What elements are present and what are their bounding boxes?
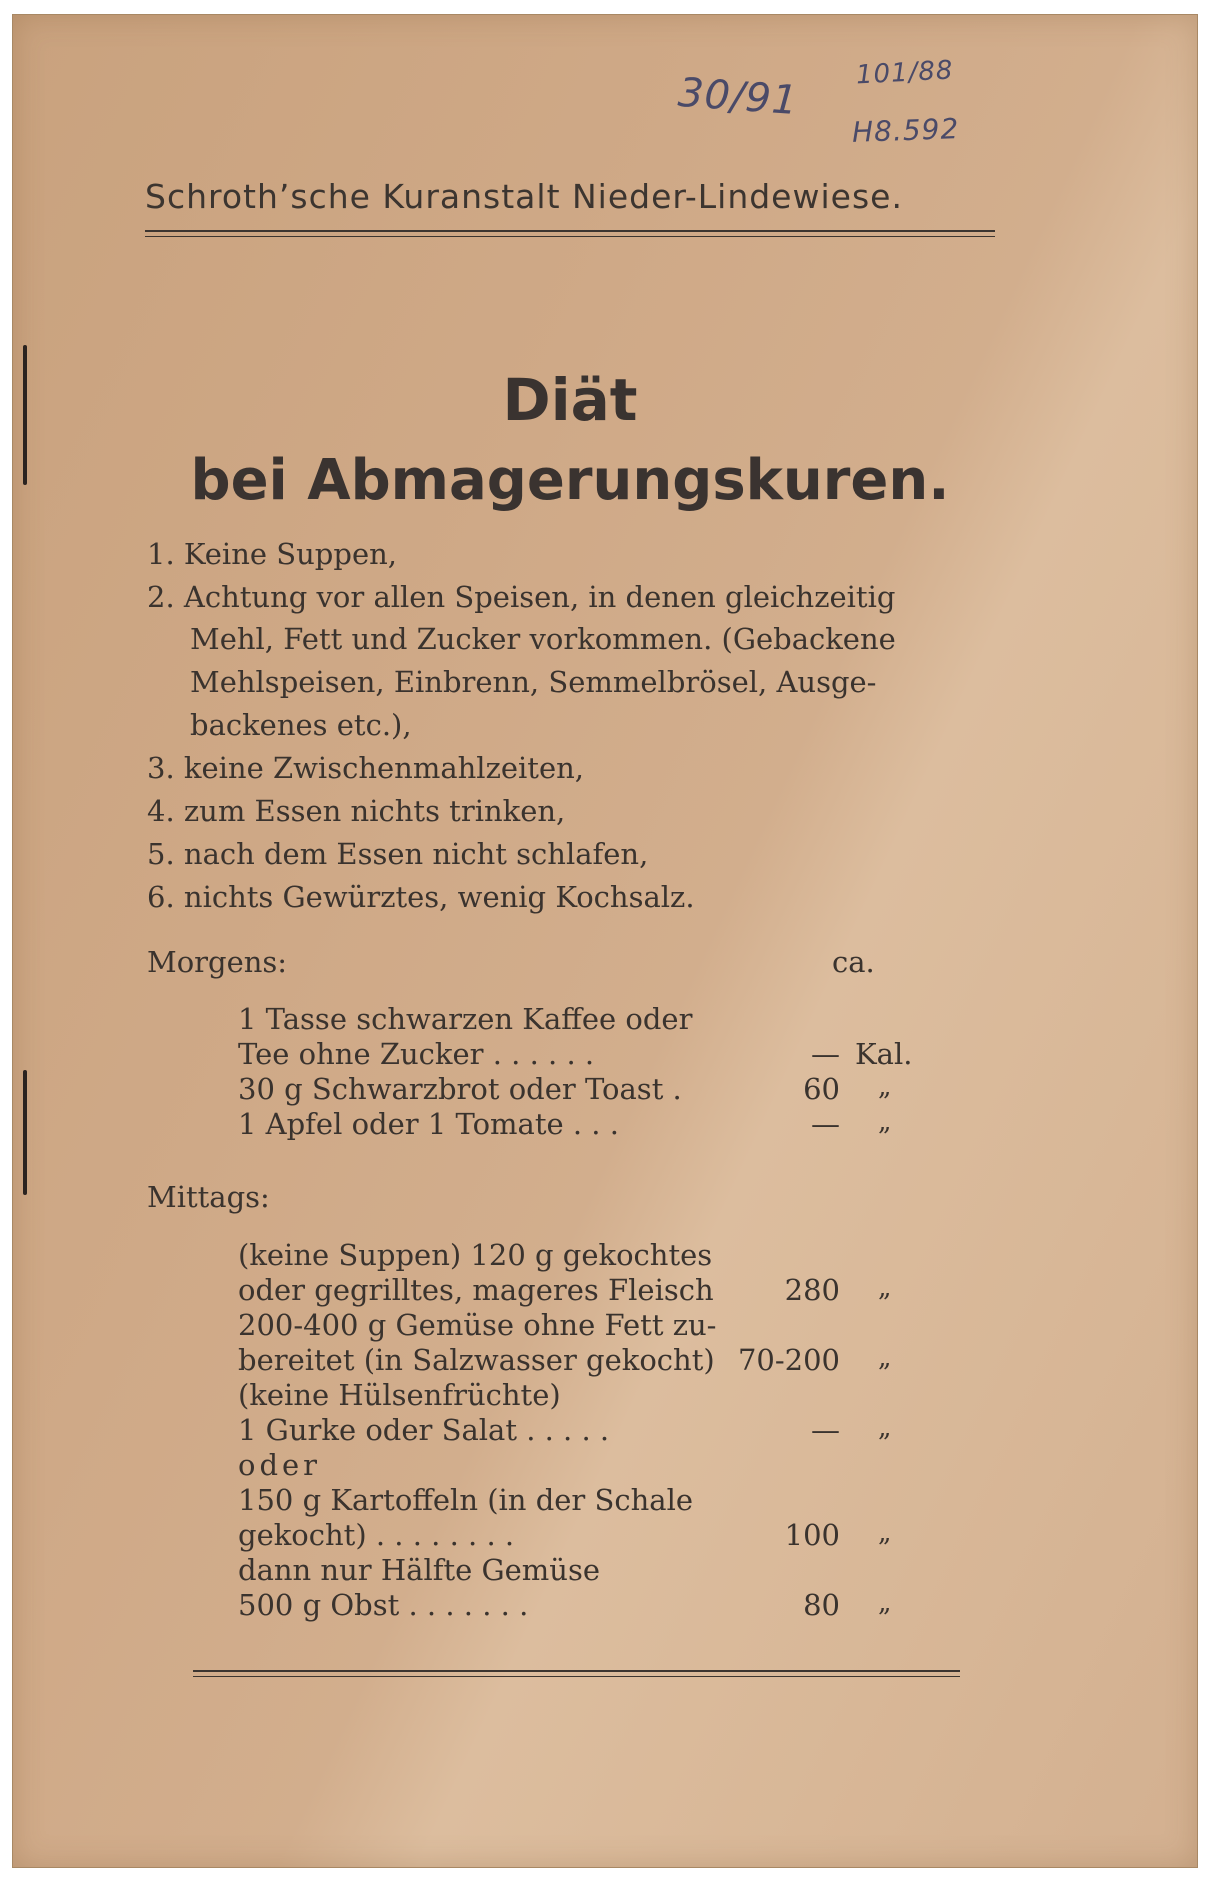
calories-ca-label: ca. (832, 945, 875, 979)
title-line-1: Diät (502, 366, 638, 434)
inventory-number-2-handwritten: H8.592 (851, 112, 960, 149)
mittags-item-text: 150 g Kartoffeln (in der Schale (238, 1483, 694, 1517)
document-page (12, 14, 1198, 1868)
rule-item-continuation: Mehl, Fett und Zucker vorkommen. (Gebackene (190, 622, 896, 656)
morgens-item-calories: 60 (803, 1072, 840, 1106)
mittags-item-text: (keine Suppen) 120 g gekochtes (238, 1238, 713, 1272)
morgens-item-text: 30 g Schwarzbrot oder Toast . (238, 1072, 682, 1106)
calories-unit: Kal. (855, 1037, 913, 1071)
mittags-item-text: gekocht) . . . . . . . . (238, 1518, 515, 1552)
header-rule-bottom (145, 236, 995, 237)
archive-number-handwritten: 30/91 (676, 69, 800, 125)
mittags-item-text: (keine Hülsenfrüchte) (238, 1378, 561, 1412)
rule-item: 2. Achtung vor allen Speisen, in denen gleichzeitig (147, 580, 896, 614)
ditto-mark: „ (878, 1072, 892, 1102)
rule-item: 3. keine Zwischenmahlzeiten, (147, 751, 585, 785)
morgens-item-calories: — (811, 1107, 840, 1141)
morgens-heading: Morgens: (147, 945, 288, 979)
ditto-mark: „ (878, 1413, 892, 1443)
inventory-number-1-handwritten: 101/88 (855, 55, 955, 91)
header-rule-top (145, 230, 995, 232)
mittags-heading: Mittags: (147, 1180, 270, 1214)
ditto-mark: „ (878, 1518, 892, 1548)
mittags-item-text: oder (238, 1448, 322, 1482)
mittags-item-text: oder gegrilltes, mageres Fleisch (238, 1273, 714, 1307)
rule-item: 4. zum Essen nichts trinken, (147, 794, 566, 828)
mittags-item-calories: 280 (784, 1273, 840, 1307)
rule-item: 5. nach dem Essen nicht schlafen, (147, 837, 649, 871)
ditto-mark: „ (878, 1343, 892, 1373)
staple-binding-top (23, 345, 27, 485)
morgens-item-text: 1 Tasse schwarzen Kaffee oder (238, 1002, 693, 1036)
mittags-item-text: dann nur Hälfte Gemüse (238, 1553, 601, 1587)
ditto-mark: „ (878, 1273, 892, 1303)
rule-item: 1. Keine Suppen, (147, 537, 397, 571)
mittags-item-calories: — (811, 1413, 840, 1447)
rule-item-continuation: Mehlspeisen, Einbrenn, Semmelbrösel, Ausge- (190, 665, 877, 699)
mittags-item-calories: 70-200 (737, 1343, 840, 1377)
morgens-item-text: 1 Apfel oder 1 Tomate . . . (238, 1107, 619, 1141)
staple-binding-bottom (23, 1070, 27, 1195)
institution-header: Schroth’sche Kuranstalt Nieder-Lindewiese. (145, 177, 903, 216)
rule-item-continuation: backenes etc.), (190, 708, 412, 742)
morgens-item-text: Tee ohne Zucker . . . . . . (238, 1037, 595, 1071)
mittags-item-text: 200-400 g Gemüse ohne Fett zu- (238, 1308, 717, 1342)
mittags-item-calories: 80 (803, 1588, 840, 1622)
mittags-item-text: bereitet (in Salzwasser gekocht) (238, 1343, 715, 1377)
rule-item: 6. nichts Gewürztes, wenig Kochsalz. (147, 880, 695, 914)
mittags-item-text: 1 Gurke oder Salat . . . . . (238, 1413, 610, 1447)
footer-rule-top (193, 1670, 960, 1672)
ditto-mark: „ (878, 1588, 892, 1618)
ditto-mark: „ (878, 1107, 892, 1137)
title-line-2: bei Abmagerungskuren. (190, 448, 950, 513)
mittags-item-calories: 100 (784, 1518, 840, 1552)
footer-rule-bottom (193, 1676, 960, 1677)
mittags-item-text: 500 g Obst . . . . . . . (238, 1588, 529, 1622)
morgens-item-calories: — (811, 1037, 840, 1071)
